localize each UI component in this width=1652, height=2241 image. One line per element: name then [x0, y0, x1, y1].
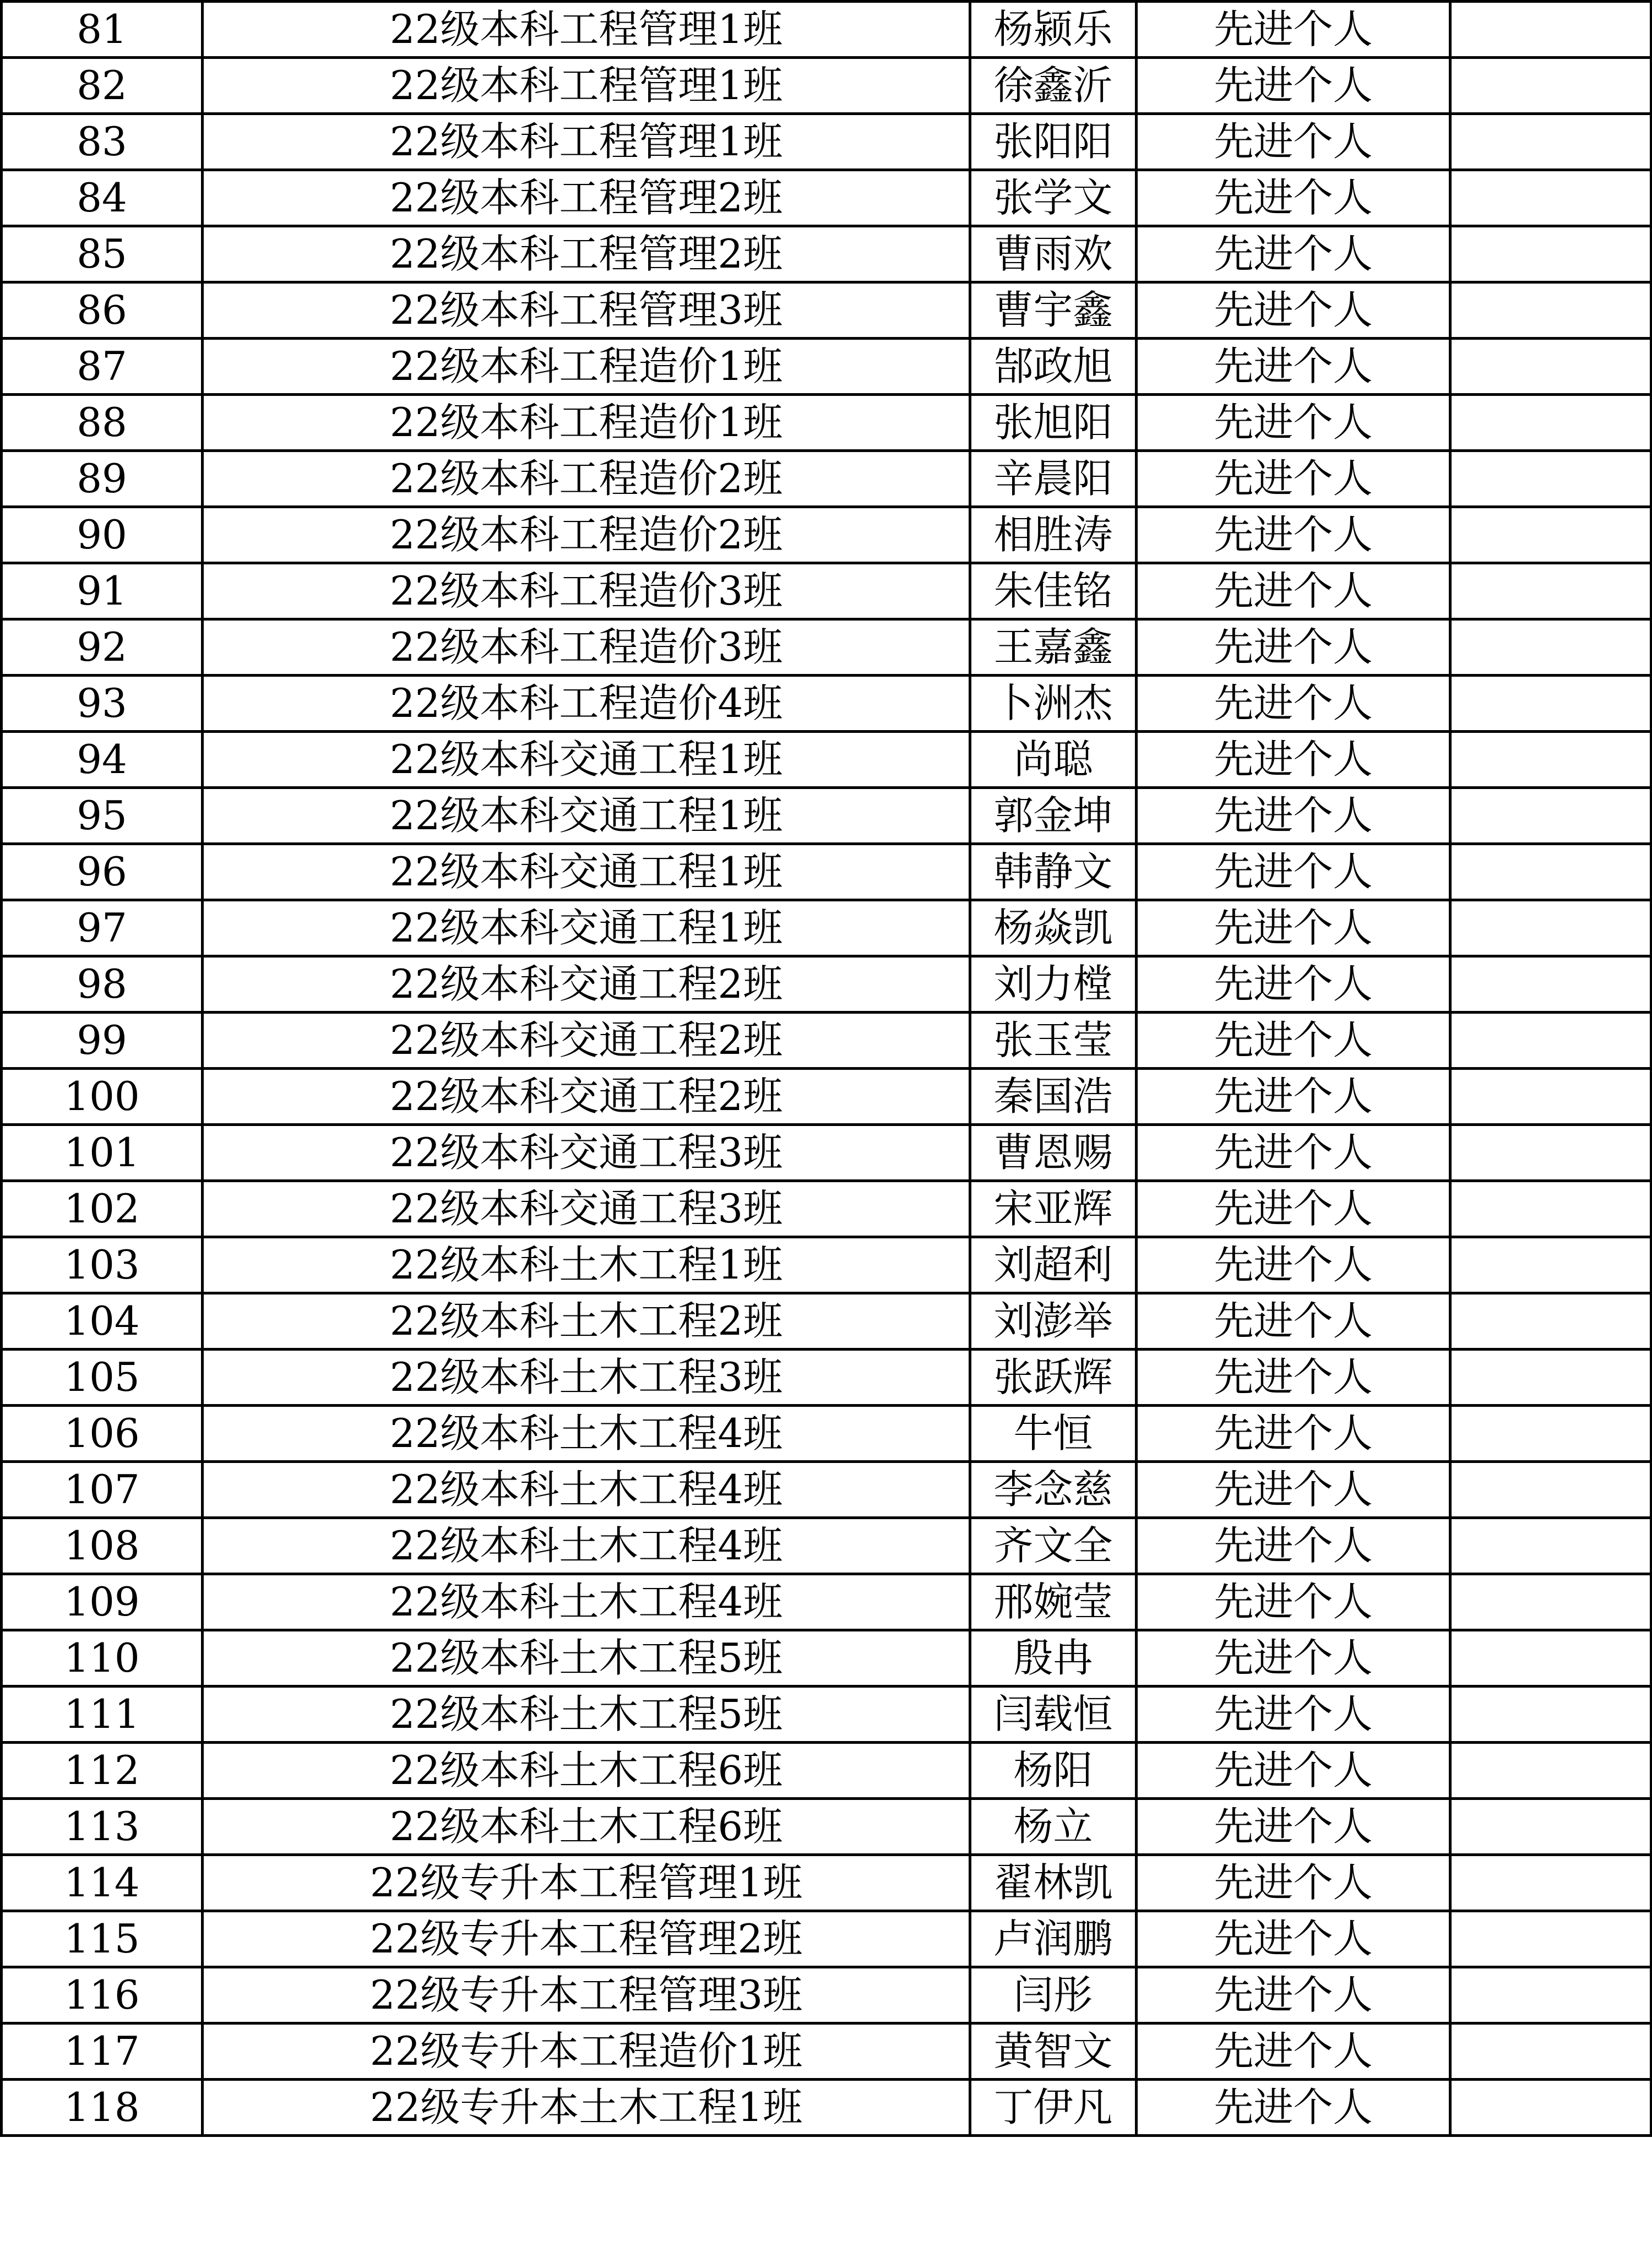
student-name-cell: 李念慈 [970, 1462, 1137, 1518]
table-row [2, 956, 1651, 1013]
student-name-cell: 齐文全 [970, 1518, 1137, 1574]
remarks-cell [1450, 339, 1651, 395]
table-row [2, 676, 1651, 732]
remarks-cell [1450, 1518, 1651, 1574]
row-number-cell: 104 [2, 1293, 203, 1350]
row-number-cell: 108 [2, 1518, 203, 1574]
table-row [2, 58, 1651, 114]
table-row [2, 1462, 1651, 1518]
award-title-cell: 先进个人 [1137, 732, 1450, 788]
class-name-cell: 22级本科工程造价1班 [203, 339, 970, 395]
remarks-cell [1450, 2080, 1651, 2136]
row-number-cell: 115 [2, 1911, 203, 1967]
award-title-cell: 先进个人 [1137, 1799, 1450, 1855]
award-title-cell: 先进个人 [1137, 1518, 1450, 1574]
table-row [2, 1350, 1651, 1406]
class-name-cell: 22级本科工程造价2班 [203, 507, 970, 563]
table-row [2, 1574, 1651, 1630]
class-name-cell: 22级本科土木工程4班 [203, 1518, 970, 1574]
student-name-cell: 杨立 [970, 1799, 1137, 1855]
student-name-cell: 刘澎举 [970, 1293, 1137, 1350]
student-name-cell: 秦国浩 [970, 1069, 1137, 1125]
row-number-cell: 89 [2, 451, 203, 507]
row-number-cell: 84 [2, 170, 203, 226]
student-name-cell: 张学文 [970, 170, 1137, 226]
award-title-cell: 先进个人 [1137, 58, 1450, 114]
award-title-cell: 先进个人 [1137, 1630, 1450, 1687]
remarks-cell [1450, 1406, 1651, 1462]
class-name-cell: 22级本科工程管理2班 [203, 226, 970, 282]
row-number-cell: 86 [2, 282, 203, 339]
row-number-cell: 87 [2, 339, 203, 395]
class-name-cell: 22级本科交通工程3班 [203, 1181, 970, 1237]
student-name-cell: 翟林凯 [970, 1855, 1137, 1911]
class-name-cell: 22级本科交通工程3班 [203, 1125, 970, 1181]
class-name-cell: 22级本科交通工程1班 [203, 900, 970, 956]
student-name-cell: 丁伊凡 [970, 2080, 1137, 2136]
class-name-cell: 22级本科土木工程4班 [203, 1574, 970, 1630]
remarks-cell [1450, 226, 1651, 282]
remarks-cell [1450, 956, 1651, 1013]
award-title-cell: 先进个人 [1137, 2, 1450, 58]
award-title-cell: 先进个人 [1137, 788, 1450, 844]
row-number-cell: 111 [2, 1687, 203, 1743]
remarks-cell [1450, 1743, 1651, 1799]
student-name-cell: 郭金坤 [970, 788, 1137, 844]
remarks-cell [1450, 451, 1651, 507]
remarks-cell [1450, 788, 1651, 844]
remarks-cell [1450, 1799, 1651, 1855]
award-title-cell: 先进个人 [1137, 956, 1450, 1013]
remarks-cell [1450, 619, 1651, 676]
award-title-cell: 先进个人 [1137, 1069, 1450, 1125]
class-name-cell: 22级本科土木工程4班 [203, 1406, 970, 1462]
row-number-cell: 117 [2, 2024, 203, 2080]
student-name-cell: 刘超利 [970, 1237, 1137, 1293]
table-row [2, 1069, 1651, 1125]
award-title-cell: 先进个人 [1137, 1967, 1450, 2024]
student-name-cell: 宋亚辉 [970, 1181, 1137, 1237]
table-row [2, 114, 1651, 170]
table-row [2, 1687, 1651, 1743]
table-row [2, 1125, 1651, 1181]
award-title-cell: 先进个人 [1137, 1911, 1450, 1967]
class-name-cell: 22级本科工程管理2班 [203, 170, 970, 226]
row-number-cell: 93 [2, 676, 203, 732]
remarks-cell [1450, 1687, 1651, 1743]
row-number-cell: 82 [2, 58, 203, 114]
student-name-cell: 王嘉鑫 [970, 619, 1137, 676]
award-title-cell: 先进个人 [1137, 395, 1450, 451]
student-name-cell: 尚聪 [970, 732, 1137, 788]
student-name-cell: 卜洲杰 [970, 676, 1137, 732]
remarks-cell [1450, 2, 1651, 58]
class-name-cell: 22级本科工程管理1班 [203, 2, 970, 58]
award-title-cell: 先进个人 [1137, 1350, 1450, 1406]
remarks-cell [1450, 282, 1651, 339]
row-number-cell: 83 [2, 114, 203, 170]
class-name-cell: 22级本科工程造价3班 [203, 619, 970, 676]
row-number-cell: 94 [2, 732, 203, 788]
table-row [2, 619, 1651, 676]
award-title-cell: 先进个人 [1137, 226, 1450, 282]
row-number-cell: 102 [2, 1181, 203, 1237]
award-title-cell: 先进个人 [1137, 676, 1450, 732]
remarks-cell [1450, 900, 1651, 956]
award-title-cell: 先进个人 [1137, 114, 1450, 170]
row-number-cell: 98 [2, 956, 203, 1013]
award-title-cell: 先进个人 [1137, 900, 1450, 956]
remarks-cell [1450, 732, 1651, 788]
table-row [2, 900, 1651, 956]
row-number-cell: 91 [2, 563, 203, 619]
award-title-cell: 先进个人 [1137, 1237, 1450, 1293]
remarks-cell [1450, 1181, 1651, 1237]
remarks-cell [1450, 1237, 1651, 1293]
row-number-cell: 114 [2, 1855, 203, 1911]
award-title-cell: 先进个人 [1137, 2024, 1450, 2080]
student-name-cell: 朱佳铭 [970, 563, 1137, 619]
award-title-cell: 先进个人 [1137, 563, 1450, 619]
table-row [2, 1855, 1651, 1911]
table-row [2, 1967, 1651, 2024]
class-name-cell: 22级专升本工程管理1班 [203, 1855, 970, 1911]
remarks-cell [1450, 1574, 1651, 1630]
student-name-cell: 闫彤 [970, 1967, 1137, 2024]
student-name-cell: 牛恒 [970, 1406, 1137, 1462]
row-number-cell: 105 [2, 1350, 203, 1406]
award-title-cell: 先进个人 [1137, 1855, 1450, 1911]
award-title-cell: 先进个人 [1137, 1462, 1450, 1518]
table-row [2, 1293, 1651, 1350]
row-number-cell: 107 [2, 1462, 203, 1518]
award-title-cell: 先进个人 [1137, 1687, 1450, 1743]
class-name-cell: 22级本科工程造价3班 [203, 563, 970, 619]
remarks-cell [1450, 114, 1651, 170]
award-title-cell: 先进个人 [1137, 619, 1450, 676]
student-name-cell: 曹宇鑫 [970, 282, 1137, 339]
table-row [2, 2024, 1651, 2080]
row-number-cell: 85 [2, 226, 203, 282]
student-name-cell: 黄智文 [970, 2024, 1137, 2080]
award-title-cell: 先进个人 [1137, 1181, 1450, 1237]
row-number-cell: 101 [2, 1125, 203, 1181]
table-row [2, 844, 1651, 900]
row-number-cell: 110 [2, 1630, 203, 1687]
class-name-cell: 22级本科工程管理1班 [203, 58, 970, 114]
class-name-cell: 22级专升本工程管理3班 [203, 1967, 970, 2024]
student-name-cell: 徐鑫沂 [970, 58, 1137, 114]
row-number-cell: 118 [2, 2080, 203, 2136]
table-row [2, 1911, 1651, 1967]
class-name-cell: 22级专升本土木工程1班 [203, 2080, 970, 2136]
remarks-cell [1450, 1350, 1651, 1406]
class-name-cell: 22级本科交通工程1班 [203, 844, 970, 900]
table-row [2, 788, 1651, 844]
remarks-cell [1450, 563, 1651, 619]
award-title-cell: 先进个人 [1137, 507, 1450, 563]
award-title-cell: 先进个人 [1137, 1574, 1450, 1630]
remarks-cell [1450, 1630, 1651, 1687]
row-number-cell: 95 [2, 788, 203, 844]
remarks-cell [1450, 1069, 1651, 1125]
table-row [2, 170, 1651, 226]
row-number-cell: 99 [2, 1013, 203, 1069]
remarks-cell [1450, 1013, 1651, 1069]
row-number-cell: 116 [2, 1967, 203, 2024]
class-name-cell: 22级本科工程管理3班 [203, 282, 970, 339]
remarks-cell [1450, 507, 1651, 563]
class-name-cell: 22级本科土木工程3班 [203, 1350, 970, 1406]
row-number-cell: 88 [2, 395, 203, 451]
student-name-cell: 刘力樘 [970, 956, 1137, 1013]
remarks-cell [1450, 170, 1651, 226]
student-name-cell: 邢婉莹 [970, 1574, 1137, 1630]
table-row [2, 1237, 1651, 1293]
class-name-cell: 22级专升本工程管理2班 [203, 1911, 970, 1967]
award-title-cell: 先进个人 [1137, 1125, 1450, 1181]
table-row [2, 2080, 1651, 2136]
award-title-cell: 先进个人 [1137, 844, 1450, 900]
class-name-cell: 22级本科土木工程5班 [203, 1687, 970, 1743]
class-name-cell: 22级本科交通工程1班 [203, 788, 970, 844]
award-title-cell: 先进个人 [1137, 282, 1450, 339]
remarks-cell [1450, 1967, 1651, 2024]
class-name-cell: 22级本科工程造价1班 [203, 395, 970, 451]
remarks-cell [1450, 2024, 1651, 2080]
table-row [2, 1518, 1651, 1574]
student-name-cell: 相胜涛 [970, 507, 1137, 563]
table-row [2, 1181, 1651, 1237]
remarks-cell [1450, 1855, 1651, 1911]
class-name-cell: 22级本科土木工程6班 [203, 1743, 970, 1799]
remarks-cell [1450, 676, 1651, 732]
student-name-cell: 韩静文 [970, 844, 1137, 900]
class-name-cell: 22级本科工程造价2班 [203, 451, 970, 507]
row-number-cell: 103 [2, 1237, 203, 1293]
award-title-cell: 先进个人 [1137, 1406, 1450, 1462]
class-name-cell: 22级本科交通工程2班 [203, 1069, 970, 1125]
class-name-cell: 22级本科土木工程6班 [203, 1799, 970, 1855]
class-name-cell: 22级本科工程造价4班 [203, 676, 970, 732]
award-title-cell: 先进个人 [1137, 2080, 1450, 2136]
award-title-cell: 先进个人 [1137, 170, 1450, 226]
student-name-cell: 杨阳 [970, 1743, 1137, 1799]
class-name-cell: 22级本科工程管理1班 [203, 114, 970, 170]
table-row [2, 1406, 1651, 1462]
table-row [2, 507, 1651, 563]
class-name-cell: 22级本科交通工程1班 [203, 732, 970, 788]
table-row [2, 451, 1651, 507]
row-number-cell: 100 [2, 1069, 203, 1125]
row-number-cell: 106 [2, 1406, 203, 1462]
table-row [2, 1630, 1651, 1687]
award-title-cell: 先进个人 [1137, 451, 1450, 507]
student-name-cell: 杨焱凯 [970, 900, 1137, 956]
class-name-cell: 22级本科土木工程2班 [203, 1293, 970, 1350]
table-row [2, 1743, 1651, 1799]
table-row [2, 732, 1651, 788]
award-title-cell: 先进个人 [1137, 1743, 1450, 1799]
student-name-cell: 辛晨阳 [970, 451, 1137, 507]
table-row [2, 282, 1651, 339]
student-name-cell: 卢润鹏 [970, 1911, 1137, 1967]
row-number-cell: 113 [2, 1799, 203, 1855]
row-number-cell: 81 [2, 2, 203, 58]
class-name-cell: 22级专升本工程造价1班 [203, 2024, 970, 2080]
award-title-cell: 先进个人 [1137, 1293, 1450, 1350]
award-title-cell: 先进个人 [1137, 339, 1450, 395]
student-name-cell: 张玉莹 [970, 1013, 1137, 1069]
class-name-cell: 22级本科交通工程2班 [203, 956, 970, 1013]
row-number-cell: 92 [2, 619, 203, 676]
class-name-cell: 22级本科土木工程1班 [203, 1237, 970, 1293]
row-number-cell: 112 [2, 1743, 203, 1799]
table-row [2, 1799, 1651, 1855]
student-name-cell: 张跃辉 [970, 1350, 1137, 1406]
row-number-cell: 97 [2, 900, 203, 956]
student-name-cell: 殷冉 [970, 1630, 1137, 1687]
class-name-cell: 22级本科交通工程2班 [203, 1013, 970, 1069]
remarks-cell [1450, 844, 1651, 900]
row-number-cell: 96 [2, 844, 203, 900]
row-number-cell: 90 [2, 507, 203, 563]
remarks-cell [1450, 1125, 1651, 1181]
table-row [2, 339, 1651, 395]
award-title-cell: 先进个人 [1137, 1013, 1450, 1069]
table-body [2, 2, 1651, 2136]
remarks-cell [1450, 1911, 1651, 1967]
row-number-cell: 109 [2, 1574, 203, 1630]
remarks-cell [1450, 1462, 1651, 1518]
student-name-cell: 张旭阳 [970, 395, 1137, 451]
class-name-cell: 22级本科土木工程5班 [203, 1630, 970, 1687]
student-name-cell: 闫载恒 [970, 1687, 1137, 1743]
table-row [2, 1013, 1651, 1069]
table-row [2, 2, 1651, 58]
remarks-cell [1450, 395, 1651, 451]
student-name-cell: 曹恩赐 [970, 1125, 1137, 1181]
table-row [2, 226, 1651, 282]
table-row [2, 563, 1651, 619]
student-name-cell: 杨颍乐 [970, 2, 1137, 58]
student-name-cell: 张阳阳 [970, 114, 1137, 170]
student-name-cell: 曹雨欢 [970, 226, 1137, 282]
class-name-cell: 22级本科土木工程4班 [203, 1462, 970, 1518]
remarks-cell [1450, 58, 1651, 114]
student-name-cell: 郜政旭 [970, 339, 1137, 395]
table-row [2, 395, 1651, 451]
remarks-cell [1450, 1293, 1651, 1350]
